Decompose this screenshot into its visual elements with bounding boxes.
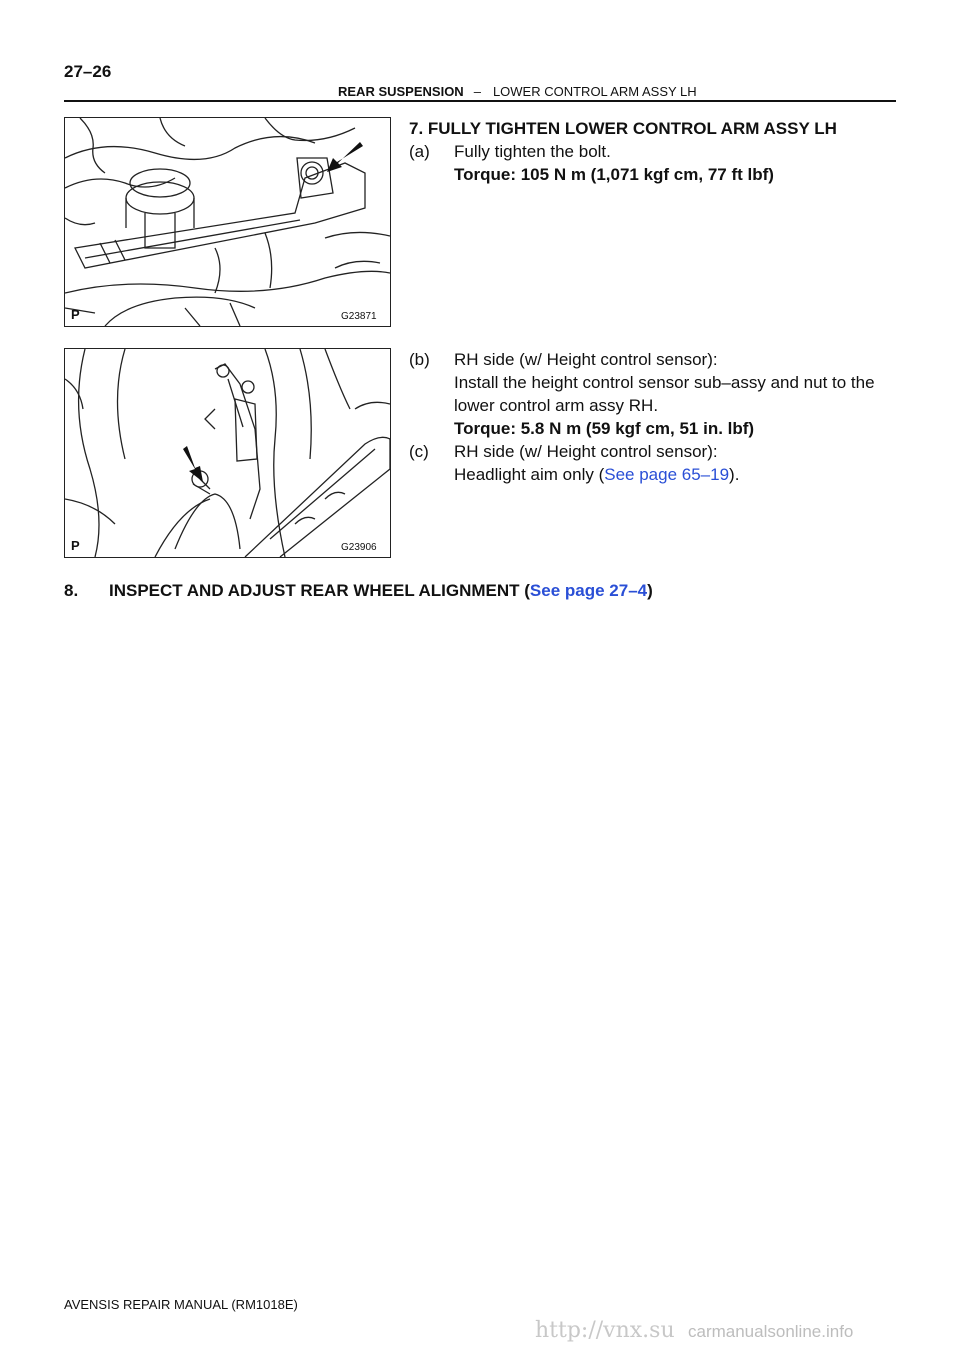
step-7c-suffix: ). [729,465,740,484]
figure-id-label: G23906 [341,542,377,553]
section-title: REAR SUSPENSION [338,84,464,99]
watermark-vnx: http://vnx.su [535,1318,675,1343]
suspension-illustration-2 [65,349,390,557]
figure-g23871 [64,117,391,327]
step-8-number: 8. [64,581,79,600]
step-7a-text: Fully tighten the bolt. [454,142,611,161]
step-7a-torque: Torque: 105 N m (1,071 kgf cm, 77 ft lbf) [454,165,774,184]
page-number: 27–26 [64,62,112,81]
subsection-title: LOWER CONTROL ARM ASSY LH [492,84,697,99]
step-7b-line3: lower control arm assy RH. [454,396,659,415]
suspension-illustration-1 [65,118,390,326]
step-8-heading [109,579,653,603]
step-7c-line2 [454,463,739,487]
figure-id-label: G23871 [341,311,377,322]
step-7b-label: (b) [409,350,430,369]
arrow-icon [327,142,363,172]
step-7b-line2: Install the height control sensor sub–assy and nut to the [454,373,875,392]
step-7a-label: (a) [409,142,430,161]
step-7b-torque: Torque: 5.8 N m (59 kgf cm, 51 in. lbf) [454,419,755,438]
header-rule [64,100,896,102]
step-7b-line1: RH side (w/ Height control sensor): [454,350,718,369]
step-7c-line1: RH side (w/ Height control sensor): [454,442,718,461]
see-page-27-4-link[interactable]: See page 27–4 [529,581,648,600]
watermark-carmanuals: carmanualsonline.info [688,1322,854,1341]
step-7-heading: 7. FULLY TIGHTEN LOWER CONTROL ARM ASSY LH [409,119,837,138]
step-7c-label: (c) [409,442,429,461]
step-7c-prefix: Headlight aim only ( [454,465,605,484]
header-separator: – [473,84,481,99]
header-title [338,84,697,99]
figure-corner-label: P [71,538,80,553]
manual-footer: AVENSIS REPAIR MANUAL (RM1018E) [64,1297,298,1312]
figure-g23906 [64,348,391,558]
see-page-65-19-link[interactable]: See page 65–19 [604,465,730,484]
step-8-suffix: ) [647,581,653,600]
figure-corner-label: P [71,307,80,322]
step-8-text: INSPECT AND ADJUST REAR WHEEL ALIGNMENT ( [109,581,530,600]
